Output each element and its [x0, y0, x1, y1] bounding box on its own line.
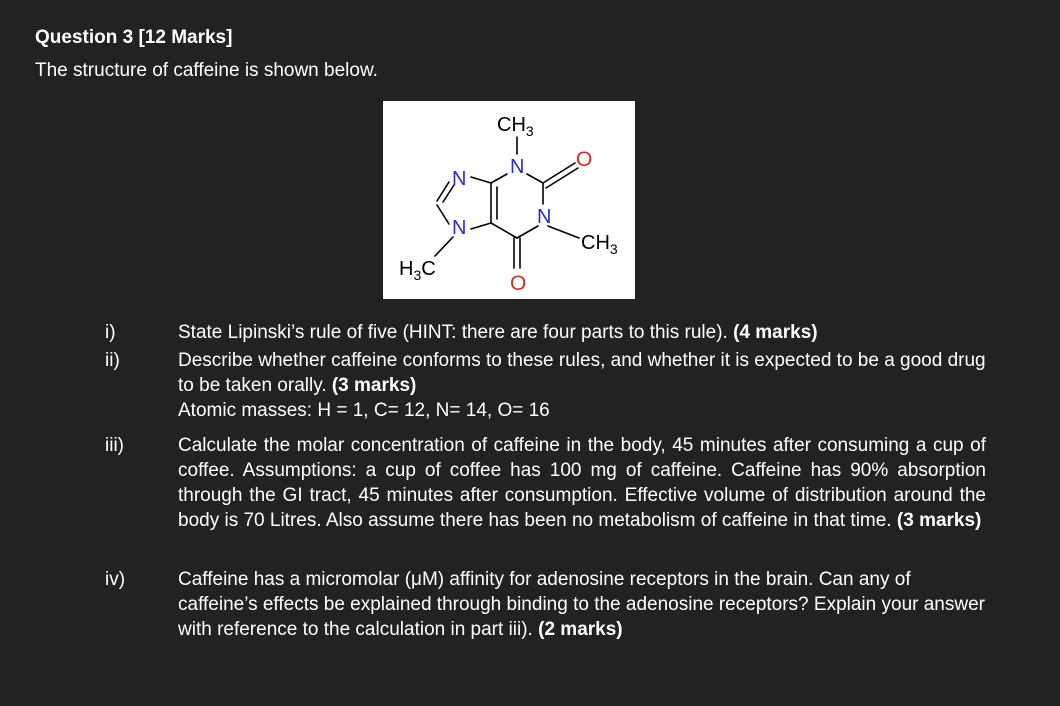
- question-number: iii): [105, 435, 124, 456]
- question-marks: (2 marks): [538, 619, 623, 640]
- caffeine-structure-svg: [383, 101, 635, 299]
- atom-o-bottom: O: [510, 272, 527, 295]
- bond-methyl-left: [435, 237, 453, 256]
- bond-n3-c4: [517, 226, 538, 238]
- bond-c4-c5: [491, 223, 517, 238]
- bond-n1-c6: [491, 174, 507, 183]
- question-marks: (3 marks): [331, 375, 417, 396]
- question-body: Calculate the molar concentration of caffeine in the body, 45 minutes after consuming a cup of coffee. Assumptions: a cup of coffee has 100 mg of caffeine. Caffeine has 90% absorption through the GI tract, 45 minutes after consumption. Effective volume of distribution around the body is 70 Litres. Also assume there has been no metabolism of caffeine in that time.: [178, 435, 986, 531]
- label-left-methyl: $H_3C$: [399, 258, 436, 283]
- question-intro: The structure of caffeine is shown below.: [35, 60, 378, 81]
- bond-methyl-right: [548, 226, 579, 238]
- question-body: Caffeine has a micromolar (μM) affinity for adenosine receptors in the brain. Can any of caffeine’s effects be explained through binding to the adenosine receptors? Explain your answer with reference to the calculation in part iii).: [178, 569, 985, 640]
- question-text: [178, 348, 986, 423]
- atom-n1: N: [510, 156, 525, 178]
- bond-n7-c8: [437, 182, 449, 201]
- atomic-masses-note: Atomic masses: H = 1, C= 12, N= 14, O= 16: [178, 400, 550, 421]
- question-text: [178, 320, 986, 345]
- bond-c5-n9: [471, 223, 491, 229]
- label-right-methyl: $CH_3$: [581, 232, 618, 257]
- question-text: [178, 567, 986, 642]
- atom-n3: N: [537, 206, 552, 228]
- question-marks: (4 marks): [733, 322, 818, 343]
- question-body: Describe whether caffeine conforms to these rules, and whether it is expected to be a good drug to be taken orally.: [178, 350, 986, 396]
- atom-n7: N: [452, 168, 467, 190]
- question-marks: (3 marks): [896, 510, 982, 531]
- question-number: iv): [105, 569, 126, 590]
- question-number: i): [105, 322, 116, 343]
- atom-o-right: O: [576, 148, 593, 171]
- bond-c8-n9: [437, 205, 449, 224]
- bond-n1-c2: [527, 174, 543, 183]
- label-top-methyl: $CH_3$: [497, 114, 534, 139]
- question-number: ii): [105, 350, 120, 371]
- caffeine-structure-image: [383, 101, 635, 299]
- atom-n9: N: [452, 217, 467, 239]
- question-heading: Question 3 [12 Marks]: [35, 27, 233, 48]
- question-text: [178, 433, 986, 533]
- question-body: State Lipinski’s rule of five (HINT: there are four parts to this rule).: [178, 322, 728, 343]
- bond-c6-n7: [471, 177, 491, 183]
